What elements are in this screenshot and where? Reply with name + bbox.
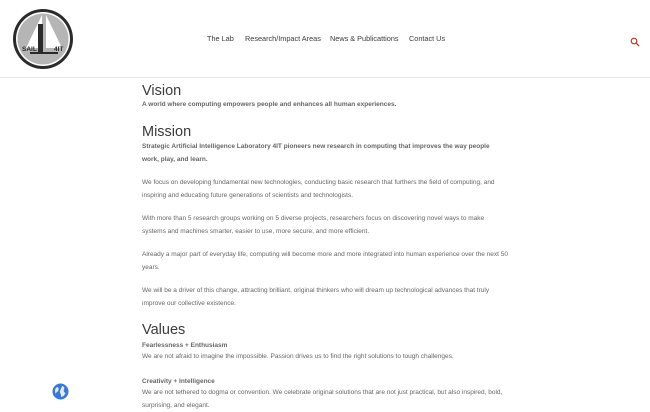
- vision-text: A world where computing empowers people and enhances all human experiences.: [142, 101, 397, 108]
- main-navigation: [0, 33, 650, 45]
- svg-text:4IT: 4IT: [54, 46, 64, 53]
- mission-paragraph: We focus on developing fundamental new technologies, conducting basic research that furthers the field of computing, and inspiring and educating future generations of scientists and technologists.: [142, 179, 495, 199]
- site-header: [0, 0, 650, 78]
- nav-item-news-publications[interactable]: News & Publicattions: [330, 34, 399, 43]
- value-text: We are not afraid to imagine the impossible. Passion drives us to find the right solutions to tough challenges.: [142, 353, 454, 360]
- mission-lead: Strategic Artificial Intelligence Laboratory 4IT pioneers new research in computing that improves the way people work, play, and learn.: [142, 143, 490, 163]
- globe-icon: [52, 383, 69, 400]
- language-selector-button[interactable]: [52, 383, 69, 400]
- value-title: Creativity + Intelligence: [142, 378, 215, 385]
- mission-paragraph: We will be a driver of this change, attracting brilliant, original thinkers who will dream up technological advances that truly improve our collective existence.: [142, 287, 490, 307]
- svg-text:SAIL: SAIL: [22, 46, 37, 53]
- vision-heading: Vision: [142, 83, 182, 99]
- search-icon: [630, 37, 640, 47]
- nav-item-research-impact-areas[interactable]: Research/Impact Areas: [245, 34, 321, 43]
- mission-heading: Mission: [142, 124, 192, 140]
- nav-item-the-lab[interactable]: The Lab: [207, 34, 234, 43]
- value-title: Fearlessness + Enthusiasm: [142, 342, 228, 349]
- nav-item-contact-us[interactable]: Contact Us: [409, 34, 446, 43]
- mission-paragraph: Already a major part of everyday life, computing will become more and more integrated into human experience over the next 50 years.: [142, 251, 508, 271]
- values-heading: Values: [142, 322, 186, 338]
- search-button[interactable]: [630, 34, 640, 44]
- mission-paragraph: With more than 5 research groups working on 5 diverse projects, researchers focus on discovering novel ways to make systems and machines smarter, easier to use, more secure, and more efficient.: [142, 215, 485, 235]
- value-text: We are not tethered to dogma or convention. We celebrate original solutions that are not just practical, but also inspired, bold, surprising, and elegant.: [142, 389, 503, 409]
